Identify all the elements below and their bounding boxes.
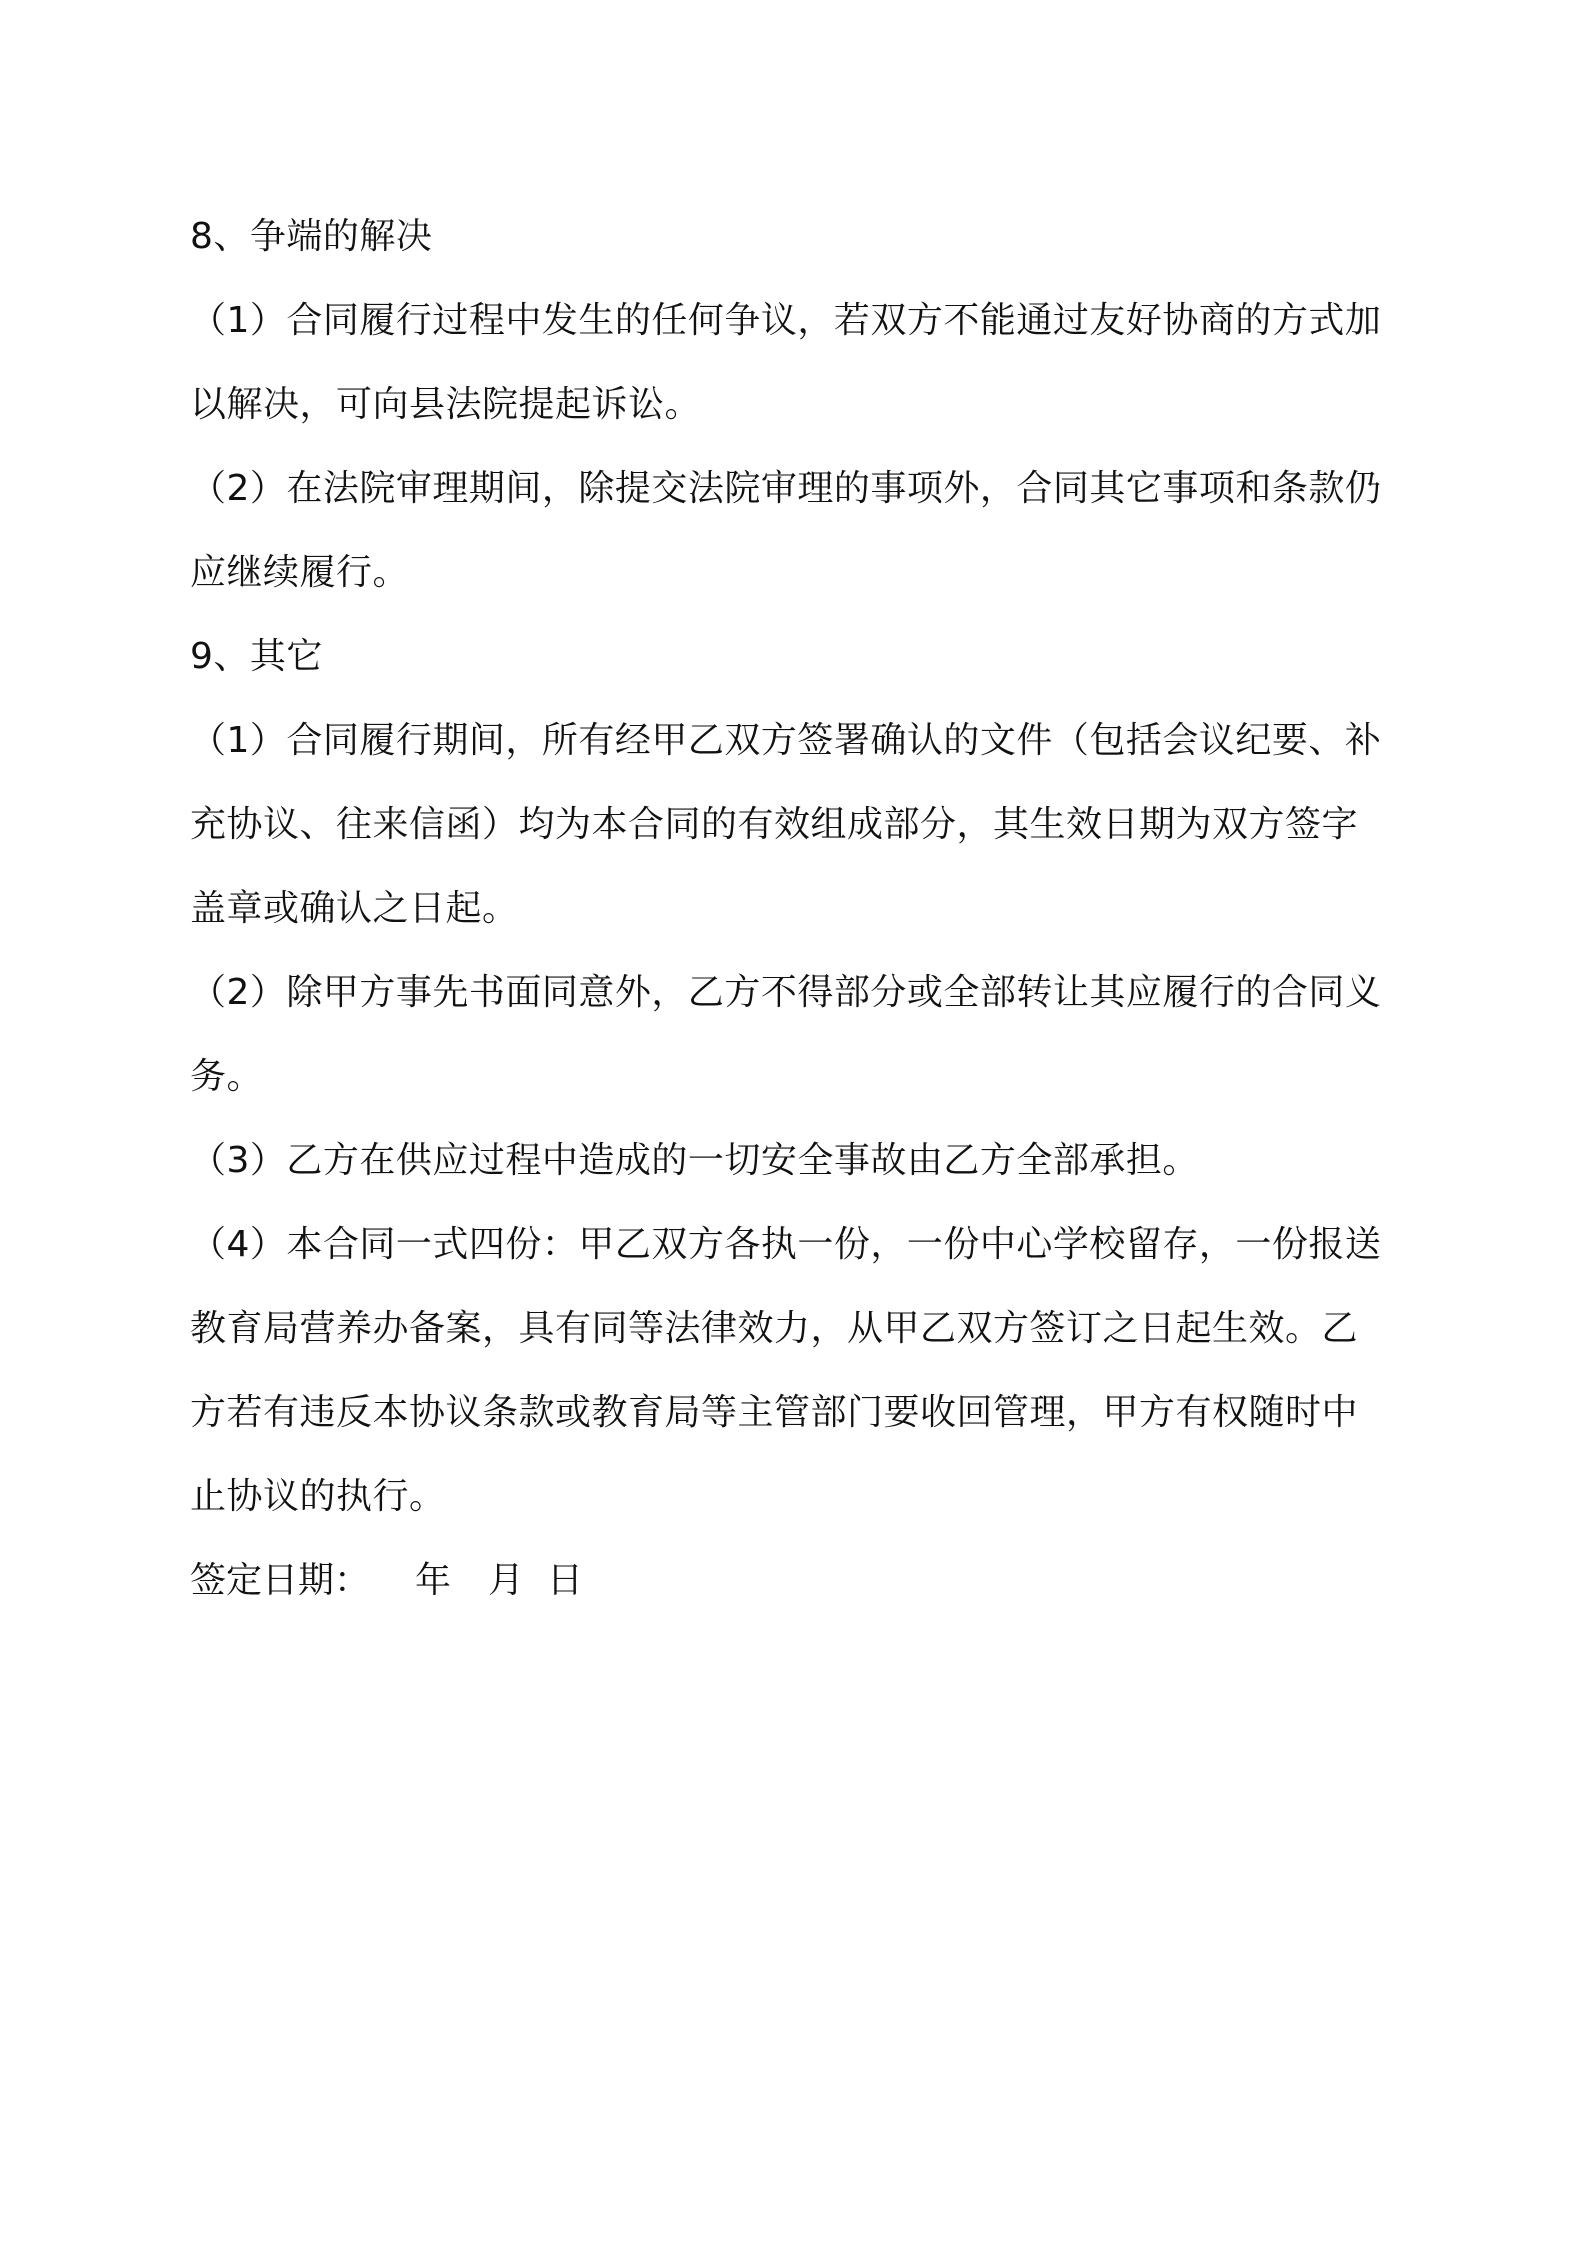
document-body [190,195,1410,1623]
paragraph-line: 方若有违反本协议条款或教育局等主管部门要收回管理，甲方有权随时中 [190,1392,1359,1433]
paragraph-line: 务。 [190,1056,264,1097]
paragraph-line: 应继续履行。 [190,552,410,593]
paragraph-line: （1）合同履行过程中发生的任何争议，若双方不能通过友好协商的方式加 [190,300,1382,341]
signing-day-unit: 日 [547,1560,584,1601]
section-heading-dispute: 8、争端的解决 [190,216,433,257]
paragraph-line: 教育局营养办备案，具有同等法律效力，从甲乙双方签订之日起生效。乙 [190,1308,1359,1349]
paragraph-line: 止协议的执行。 [190,1476,446,1517]
signing-year-unit: 年 [415,1560,452,1601]
paragraph-line: （2）除甲方事先书面同意外，乙方不得部分或全部转让其应履行的合同义 [190,972,1382,1013]
paragraph-line: （4）本合同一式四份：甲乙双方各执一份，一份中心学校留存，一份报送 [190,1224,1382,1265]
signing-date-label: 签定日期： [190,1560,371,1601]
paragraph-line: （1）合同履行期间，所有经甲乙双方签署确认的文件（包括会议纪要、补 [190,720,1382,761]
signing-month-unit: 月 [488,1560,525,1601]
paragraph-line: 充协议、往来信函）均为本合同的有效组成部分，其生效日期为双方签字 [190,804,1359,845]
paragraph-line: 盖章或确认之日起。 [190,888,519,929]
paragraph-line: （3）乙方在供应过程中造成的一切安全事故由乙方全部承担。 [190,1140,1199,1181]
paragraph-line: （2）在法院审理期间，除提交法院审理的事项外，合同其它事项和条款仍 [190,468,1382,509]
section-heading-other: 9、其它 [190,636,323,677]
signing-date-line [190,1539,1410,1623]
paragraph-line: 以解决，可向县法院提起诉讼。 [190,384,702,425]
